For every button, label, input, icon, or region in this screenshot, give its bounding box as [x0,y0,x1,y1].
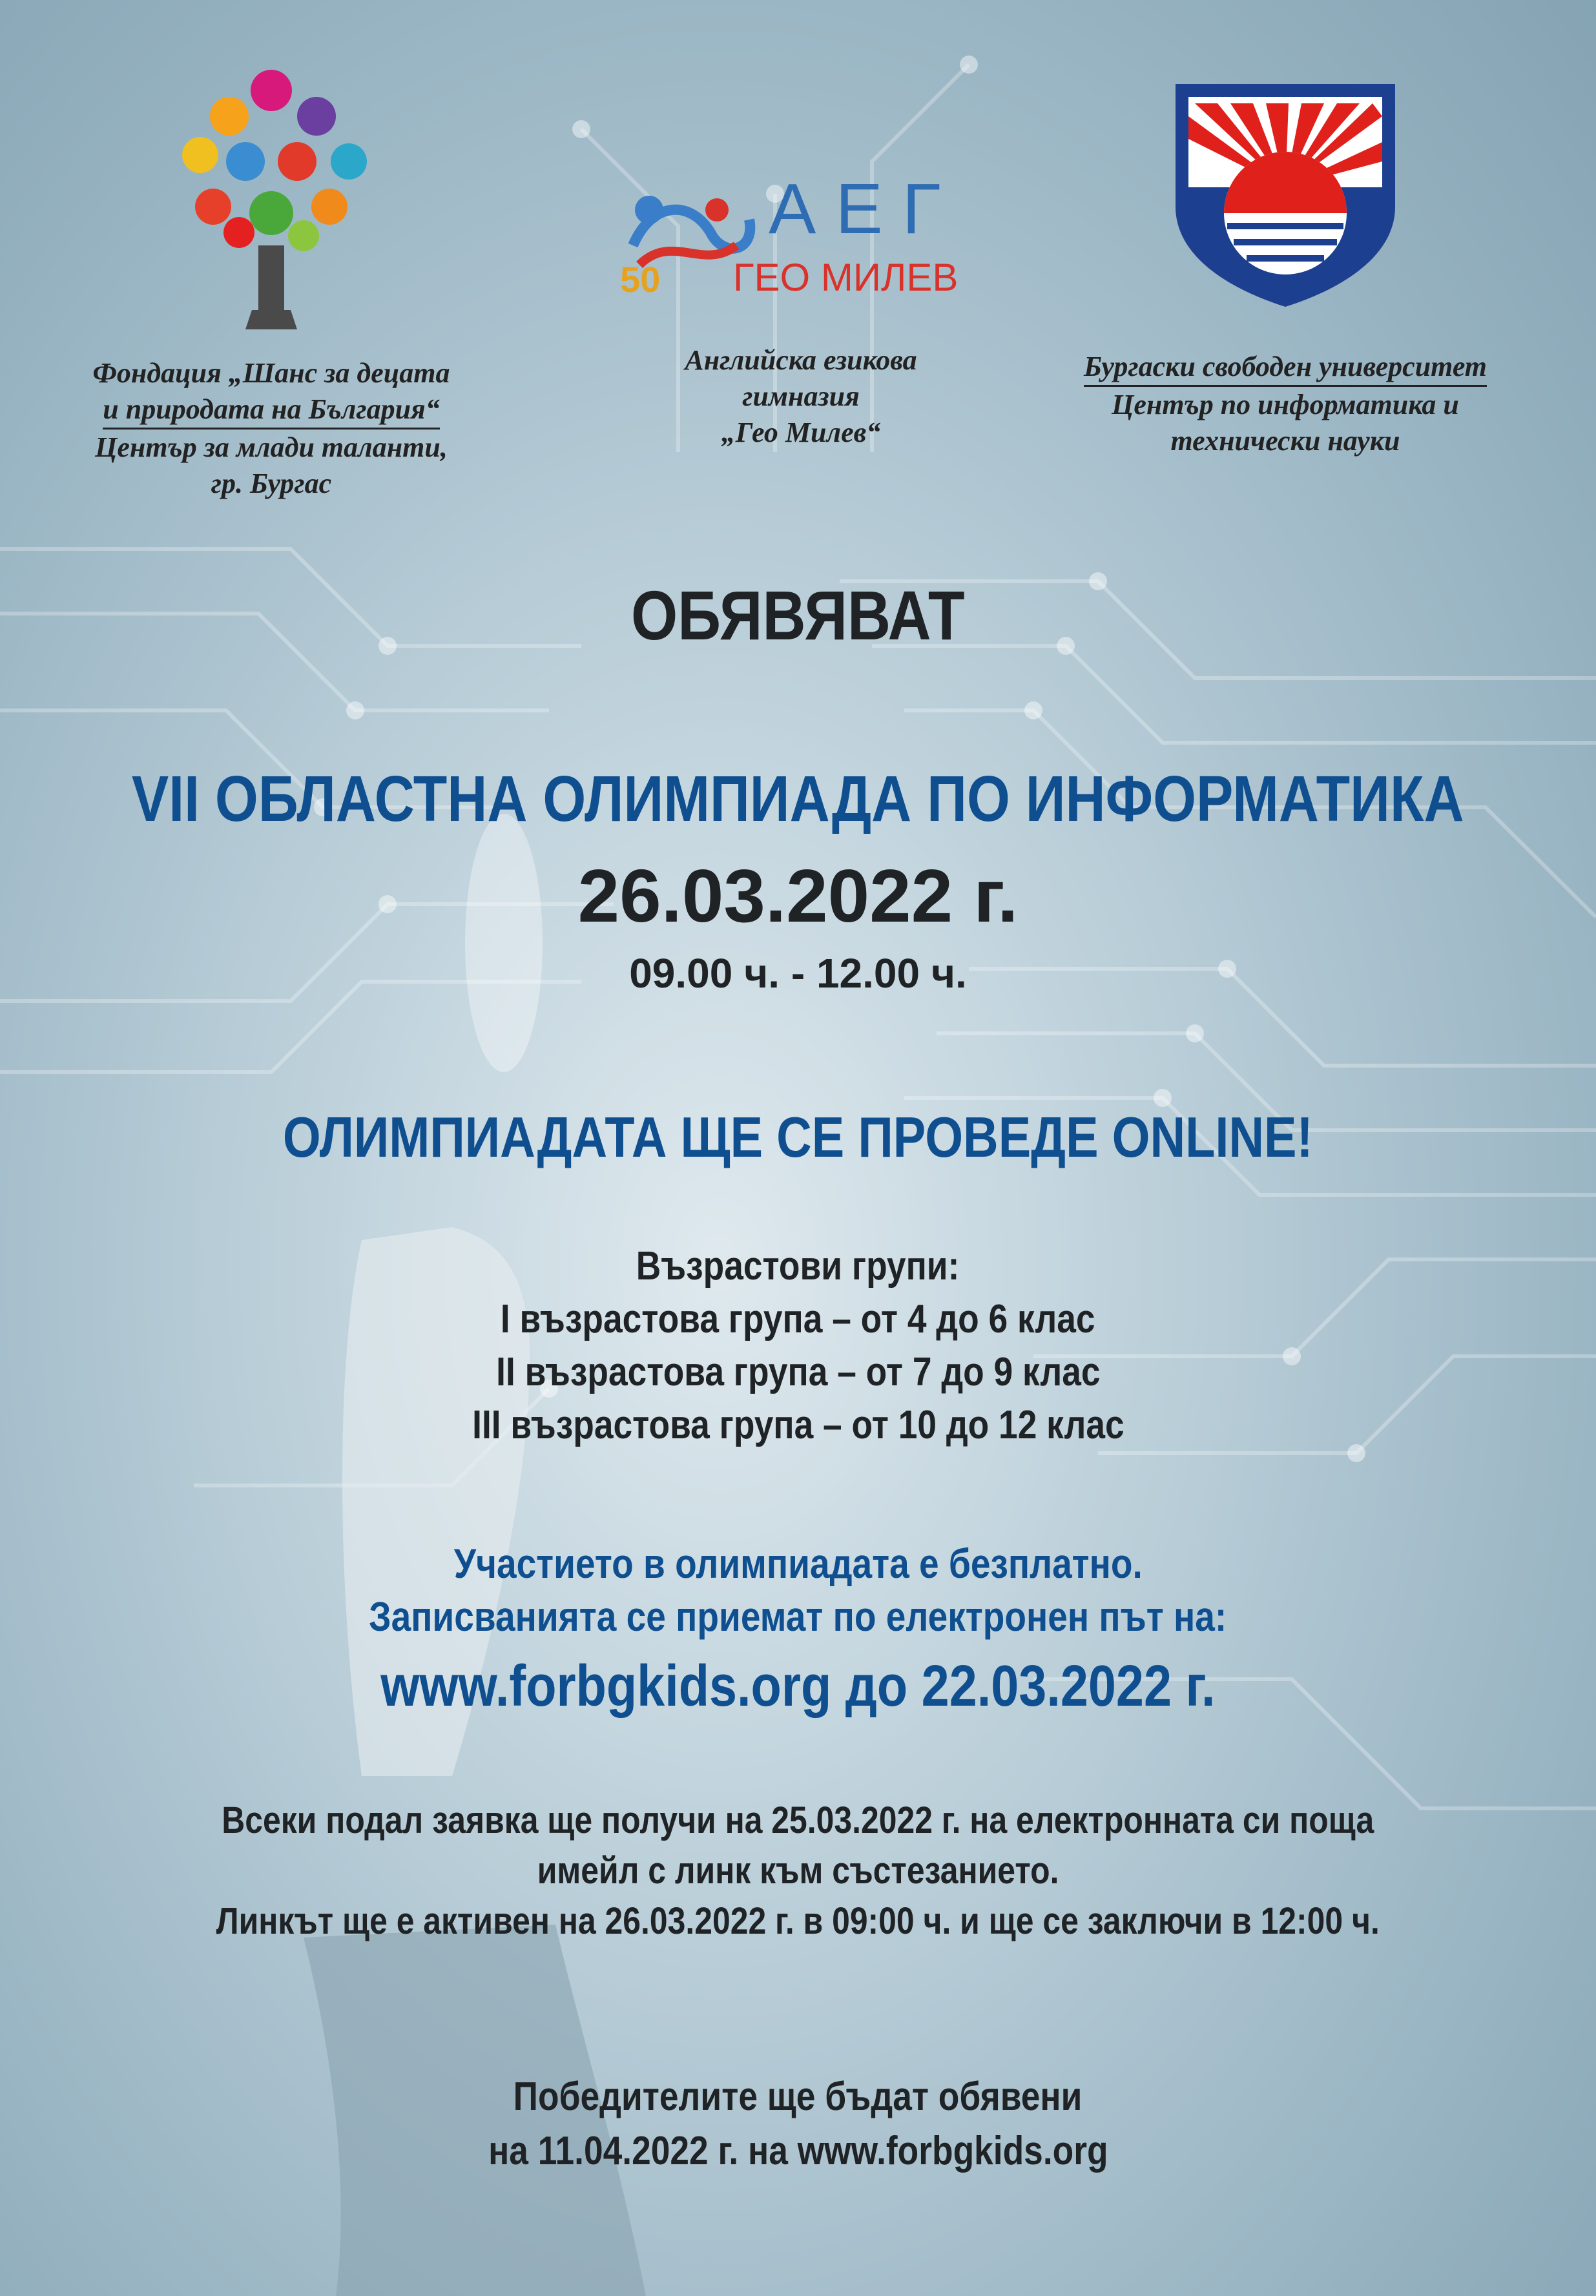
aeg-logo-text-top: АЕГ [769,169,960,249]
left-org-line1: Фондация „Шанс за децата [92,357,450,389]
registration-method-note: Записванията се приемат по електронен път на: [369,1593,1227,1640]
center-org-line1: Английска езикова [685,344,917,376]
hands-tree-logo [161,65,381,342]
left-org-line4: гр. Бургас [211,468,332,499]
event-date: 26.03.2022 г. [577,854,1019,938]
info-line-2: имейл с линк към състезанието. [537,1850,1059,1892]
right-org-line2: Център по информатика и [1112,389,1459,420]
aeg-logo-number: 50 [620,259,661,300]
winners-line-1: Победителите ще бъдат обявени [513,2074,1083,2119]
university-shield-logo [1169,78,1402,310]
aeg-logo-text-bottom: ГЕО МИЛЕВ [733,256,959,299]
info-line-1: Всеки подал заявка ще получи на 25.03.2022 г. на електронната си поща [222,1799,1374,1841]
left-org-line2: и природата на България“ [103,391,439,429]
online-notice: ОЛИМПИАДАТА ЩЕ СЕ ПРОВЕДЕ ONLINE! [283,1105,1313,1169]
announce-heading: ОБЯВЯВАТ [631,576,965,654]
registration-link-deadline[interactable]: www.forbgkids.org до 22.03.2022 г. [380,1654,1216,1719]
center-org-block [555,155,1046,451]
registration-free-note: Участието в олимпиадата е безплатно. [453,1540,1143,1587]
age-group-item: II възрастова група – от 7 до 9 клас [495,1350,1101,1394]
event-title: VII ОБЛАСТНА ОЛИМПИАДА ПО ИНФОРМАТИКА [132,763,1464,835]
right-org-block [1008,78,1563,459]
left-org-line3: Център за млади таланти, [95,431,448,463]
age-group-item: III възрастова група – от 10 до 12 клас [472,1403,1124,1447]
event-time: 09.00 ч. - 12.00 ч. [629,950,967,997]
center-org-line2: гимназия [742,380,860,412]
left-org-block [26,65,517,502]
aeg-logo [594,155,1008,304]
right-org-line1: Бургаски свободен университет [1084,349,1487,387]
winners-line-2: на 11.04.2022 г. на www.forbgkids.org [488,2129,1108,2173]
info-line-3: Линкът ще е активен на 26.03.2022 г. в 09:00 ч. и ще се заключи в 12:00 ч. [216,1900,1380,1942]
age-groups-heading: Възрастови групи: [636,1244,960,1288]
age-group-item: I възрастова група – от 4 до 6 клас [501,1297,1095,1341]
right-org-line3: технически науки [1170,425,1400,457]
center-org-line3: „Гео Милев“ [721,417,881,448]
